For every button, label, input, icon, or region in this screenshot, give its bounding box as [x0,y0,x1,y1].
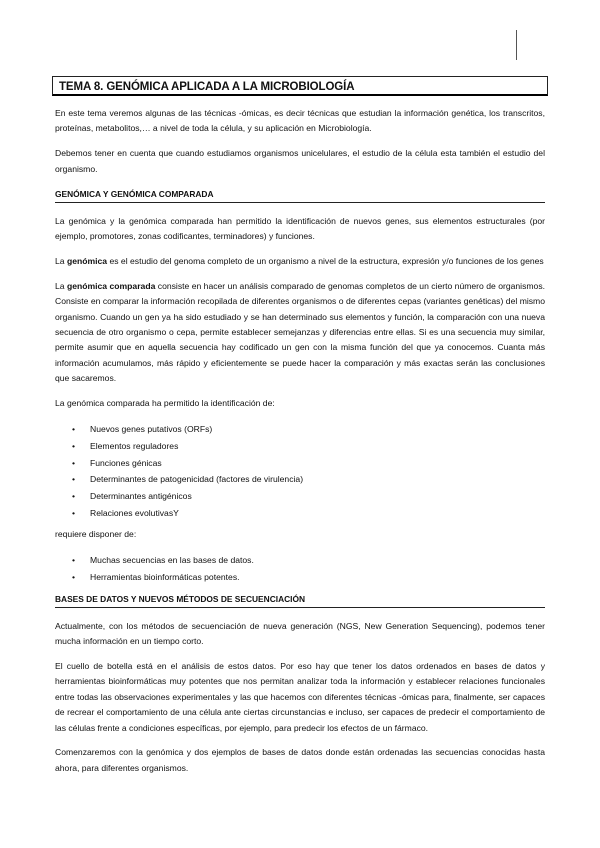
bullet-icon: • [72,490,76,501]
intro-paragraph-1: En este tema veremos algunas de las técnicas -ómicas, es decir técnicas que estudian la información genética, los transcritos, proteínas, metabolitos,… a nivel de toda la célula, y su aplicación en Microbiología. [55,108,545,134]
bullet-icon: • [72,555,76,566]
comenzaremos-paragraph: Comenzaremos con la genómica y dos ejemplos de bases de datos donde están ordenadas las secuencias conocidas hasta ahora, para diferentes organismos. [55,747,545,773]
list-item: • Herramientas bioinformáticas potentes. [55,569,545,586]
section-heading-bases-datos: BASES DE DATOS Y NUEVOS MÉTODOS DE SECUENCIACIÓN [55,592,545,608]
term-genomica-comparada: genómica comparada [66,280,156,291]
bullet-icon: • [72,507,76,518]
list-item: • Nuevos genes putativos (ORFs) [55,421,545,438]
bullet-icon: • [72,571,76,582]
identificacion-list [55,421,545,521]
genomica-comparada-definition: La genómica comparada consiste en hacer un análisis comparado de genomas completos de un cierto número de organismos. Consiste en comparar la información recopilada de diferentes organismos o de diferentes cepas (variantes genéticas) del mismo organismo. Cuando un gen ya ha sido estudiado y se han determinado sus elementos y función, la comparación con una nueva secuencia de otro organismo o cepa, permite establecer semejanzas y diferencias entre ellas. Si es una secuencia muy similar, permite asumir que en aquella secuencia hay codificado un gen con la misma función del que ya conocemos. Cuanta más información acumulamos, más rápido y eficientemente se puede hacer la comparación y más exactas serán las conclusiones que sacaremos. [55,280,546,384]
requiere-intro: requiere disponer de: [55,529,137,540]
intro-paragraph-2: Debemos tener en cuenta que cuando estudiamos organismos unicelulares, el estudio de la célula esta también el estudio del organismo. [55,148,545,174]
bullet-icon: • [72,440,76,451]
bullet-icon: • [72,474,76,485]
identificacion-intro: La genómica comparada ha permitido la identificación de: [55,398,275,409]
list-item: • Relaciones evolutivasY [55,505,545,522]
genomica-paragraph-1: La genómica y la genómica comparada han permitido la identificación de nuevos genes, sus elementos estructurales (por ejemplo, promotores, zonas codificantes, terminadores) y funciones. [55,215,545,242]
section-heading-genomica: GENÓMICA Y GENÓMICA COMPARADA [55,187,545,203]
bullet-icon: • [72,424,76,435]
cuello-botella-paragraph: El cuello de botella está en el análisis de estos datos. Por eso hay que tener los datos ordenados en bases de datos y herramientas bioinformáticas muy potentes que nos permitan analizar toda la información y establecer relaciones funcionales entre todas las observaciones experimentales y las que hacemos con diferentes técnicas -ómicas para, finalmente, ser capaces de recrear el comportamiento de una célula ante ciertas circunstancias e incluso, ser capaces de predecir el comportamiento de las células frente a condiciones específicas, por ejemplo, para predecir los efectos de un fármaco. [55,660,545,733]
ngs-paragraph: Actualmente, con los métodos de secuenciación de nueva generación (NGS, New Generation Sequencing), podemos tener mucha información en un tiempo corto. [55,620,545,647]
list-item: • Funciones génicas [55,455,545,472]
list-item: • Determinantes antigénicos [55,488,545,505]
requisitos-list [55,552,545,585]
bullet-icon: • [72,457,76,468]
page-corner-mark [516,30,517,60]
list-item: • Determinantes de patogenicidad (factores de virulencia) [55,471,545,488]
page-title: TEMA 8. GENÓMICA APLICADA A LA MICROBIOLOGÍA [52,76,548,96]
document-body [55,106,545,786]
term-genomica: genómica [66,255,108,266]
genomica-definition: La genómica es el estudio del genoma completo de un organismo a nivel de la estructura, expresión y/o funciones de los genes [55,255,544,266]
list-item: • Muchas secuencias en las bases de datos. [55,552,545,569]
list-item: • Elementos reguladores [55,438,545,455]
